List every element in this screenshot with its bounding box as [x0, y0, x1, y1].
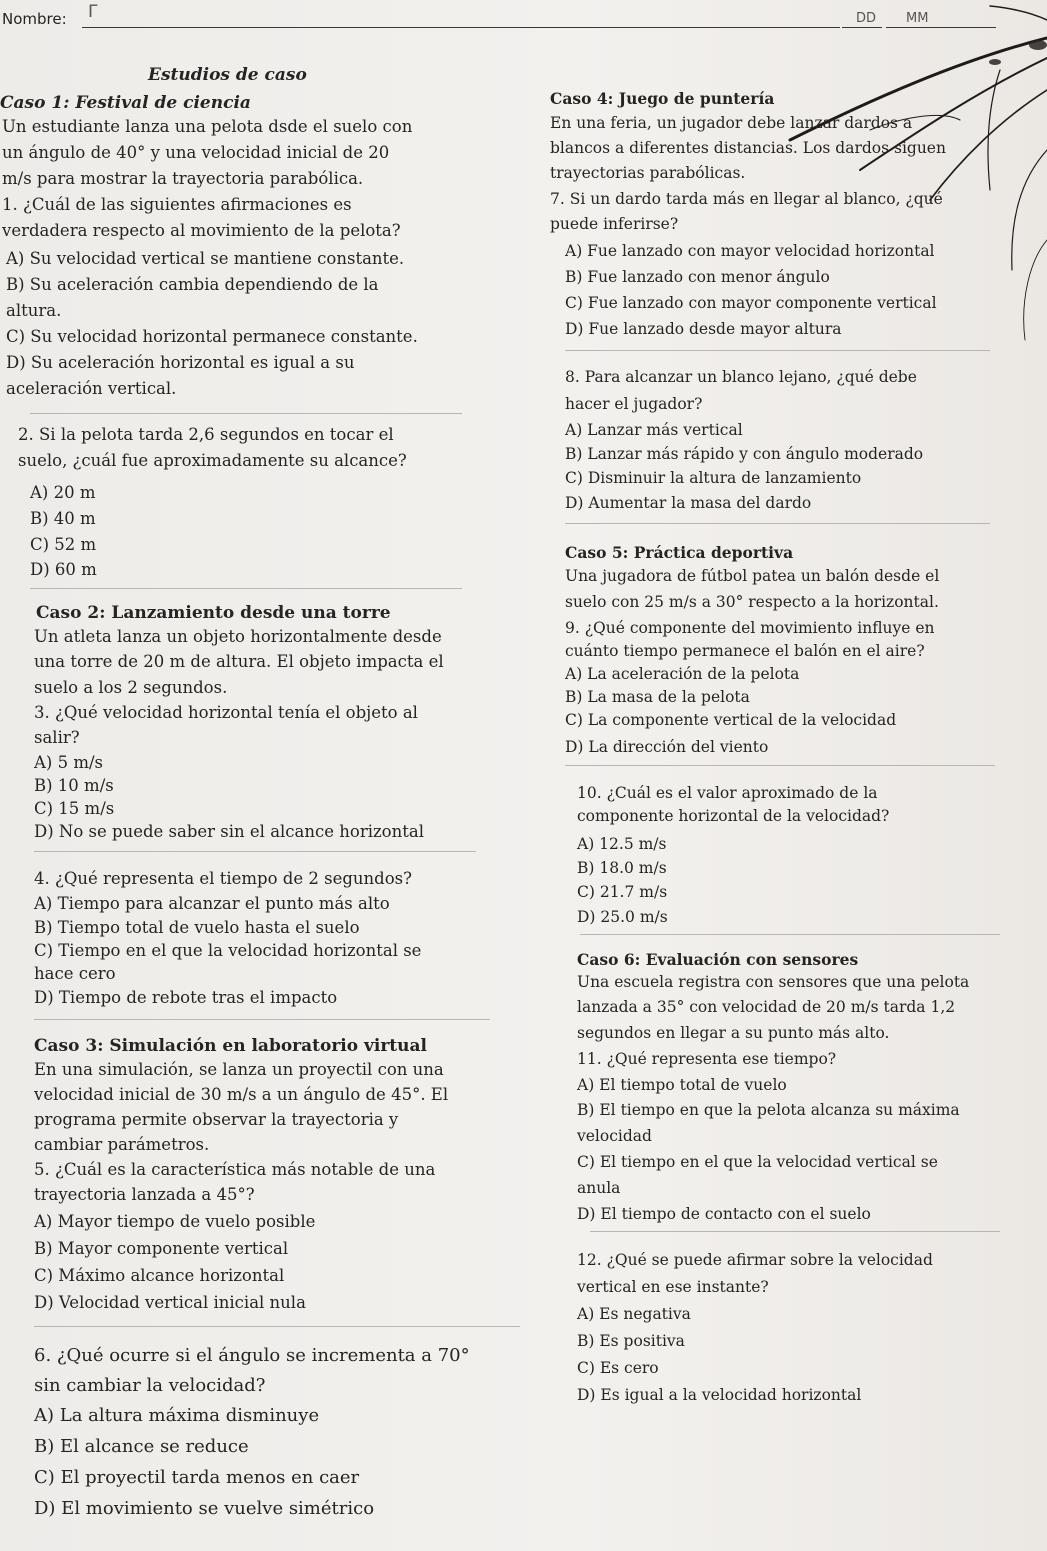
case-5-text: suelo con 25 m/s a 30° respecto a la horizontal. — [565, 593, 939, 611]
name-label: Nombre: — [2, 10, 67, 28]
question-12-text: vertical en ese instante? — [577, 1278, 769, 1296]
question-8-text: hacer el jugador? — [565, 395, 703, 413]
date-month: MM — [906, 11, 929, 26]
q2-option-b[interactable]: B) 40 m — [30, 509, 96, 528]
question-12-text: 12. ¿Qué se puede afirmar sobre la velocidad — [577, 1251, 933, 1269]
section-divider — [34, 1326, 520, 1327]
case-2-text: una torre de 20 m de altura. El objeto impacta el — [34, 652, 444, 671]
q3-option-d[interactable]: D) No se puede saber sin el alcance horizontal — [34, 822, 424, 841]
question-9-text: 9. ¿Qué componente del movimiento influye en — [565, 619, 935, 637]
question-8-text: 8. Para alcanzar un blanco lejano, ¿qué debe — [565, 368, 917, 386]
case-6-title: Caso 6: Evaluación con sensores — [577, 950, 859, 969]
case-6-text: lanzada a 35° con velocidad de 20 m/s tarda 1,2 — [577, 998, 956, 1016]
q5-option-c[interactable]: C) Máximo alcance horizontal — [34, 1266, 285, 1285]
case-3-text: programa permite observar la trayectoria y — [34, 1110, 399, 1129]
question-5-text: trayectoria lanzada a 45°? — [34, 1185, 255, 1204]
question-11-text: 11. ¿Qué representa ese tiempo? — [577, 1050, 837, 1068]
q1-option-c[interactable]: C) Su velocidad horizontal permanece constante. — [6, 327, 418, 346]
case-3-text: cambiar parámetros. — [34, 1135, 210, 1154]
case-2-text: suelo a los 2 segundos. — [34, 678, 228, 697]
q4-option-b[interactable]: B) Tiempo total de vuelo hasta el suelo — [34, 918, 360, 937]
q12-option-a[interactable]: A) Es negativa — [577, 1305, 691, 1323]
case-5-text: Una jugadora de fútbol patea un balón desde el — [565, 567, 940, 585]
section-divider — [565, 765, 995, 766]
q1-option-d-cont: aceleración vertical. — [6, 379, 177, 398]
date-day: DD — [856, 11, 877, 26]
q10-option-a[interactable]: A) 12.5 m/s — [577, 835, 667, 853]
q12-option-d[interactable]: D) Es igual a la velocidad horizontal — [577, 1386, 862, 1404]
q11-option-c-cont: anula — [577, 1179, 621, 1197]
q5-option-a[interactable]: A) Mayor tiempo de vuelo posible — [34, 1212, 316, 1231]
section-divider — [34, 1019, 490, 1020]
question-6-text: 6. ¿Qué ocurre si el ángulo se incrementa a 70° — [34, 1345, 470, 1366]
case-1-text: un ángulo de 40° y una velocidad inicial de 20 — [2, 143, 390, 162]
q12-option-c[interactable]: C) Es cero — [577, 1359, 659, 1377]
case-2-text: Un atleta lanza un objeto horizontalmente desde — [34, 627, 442, 646]
q4-option-c[interactable]: C) Tiempo en el que la velocidad horizontal se — [34, 941, 422, 960]
section-divider — [565, 350, 990, 351]
case-5-title: Caso 5: Práctica deportiva — [565, 543, 794, 562]
section-divider — [580, 934, 1000, 935]
q6-option-c[interactable]: C) El proyectil tarda menos en caer — [34, 1467, 360, 1488]
q10-option-c[interactable]: C) 21.7 m/s — [577, 883, 668, 901]
question-2-text: 2. Si la pelota tarda 2,6 segundos en tocar el — [18, 425, 394, 444]
case-4-text: trayectorias parabólicas. — [550, 164, 746, 182]
q7-option-a[interactable]: A) Fue lanzado con mayor velocidad horizontal — [565, 242, 935, 260]
case-6-text: segundos en llegar a su punto más alto. — [577, 1024, 890, 1042]
q8-option-c[interactable]: C) Disminuir la altura de lanzamiento — [565, 469, 862, 487]
q4-option-d[interactable]: D) Tiempo de rebote tras el impacto — [34, 988, 338, 1007]
q9-option-b[interactable]: B) La masa de la pelota — [565, 688, 750, 706]
question-7-text: puede inferirse? — [550, 215, 679, 233]
q4-option-a[interactable]: A) Tiempo para alcanzar el punto más alto — [34, 894, 390, 913]
q7-option-d[interactable]: D) Fue lanzado desde mayor altura — [565, 320, 842, 338]
q1-option-d[interactable]: D) Su aceleración horizontal es igual a su — [6, 353, 355, 372]
q8-option-d[interactable]: D) Aumentar la masa del dardo — [565, 494, 812, 512]
q5-option-b[interactable]: B) Mayor componente vertical — [34, 1239, 289, 1258]
section-divider — [590, 1231, 1000, 1232]
case-1-text: Un estudiante lanza una pelota dsde el suelo con — [2, 117, 413, 136]
case-1-title: Caso 1: Festival de ciencia — [0, 93, 251, 113]
q9-option-d[interactable]: D) La dirección del viento — [565, 738, 769, 756]
question-1-text: 1. ¿Cuál de las siguientes afirmaciones es — [2, 195, 352, 214]
case-6-text: Una escuela registra con sensores que una pelota — [577, 973, 970, 991]
q8-option-b[interactable]: B) Lanzar más rápido y con ángulo moderado — [565, 445, 924, 463]
month-field-line[interactable] — [886, 27, 996, 28]
question-1-text: verdadera respecto al movimiento de la pelota? — [2, 221, 401, 240]
question-5-text: 5. ¿Cuál es la característica más notable de una — [34, 1160, 436, 1179]
q5-option-d[interactable]: D) Velocidad vertical inicial nula — [34, 1293, 306, 1312]
case-4-title: Caso 4: Juego de puntería — [550, 89, 775, 108]
q9-option-a[interactable]: A) La aceleración de la pelota — [565, 665, 800, 683]
case-3-text: En una simulación, se lanza un proyectil con una — [34, 1060, 444, 1079]
section-divider — [30, 588, 462, 589]
q11-option-b-cont: velocidad — [577, 1127, 652, 1145]
case-1-text: m/s para mostrar la trayectoria parabólica. — [2, 169, 364, 188]
q4-option-c-cont: hace cero — [34, 964, 116, 983]
q11-option-a[interactable]: A) El tiempo total de vuelo — [577, 1076, 787, 1094]
q2-option-c[interactable]: C) 52 m — [30, 535, 97, 554]
q6-option-b[interactable]: B) El alcance se reduce — [34, 1436, 249, 1457]
q11-option-b[interactable]: B) El tiempo en que la pelota alcanza su máxima — [577, 1101, 960, 1119]
q8-option-a[interactable]: A) Lanzar más vertical — [565, 421, 743, 439]
case-3-title: Caso 3: Simulación en laboratorio virtual — [34, 1036, 427, 1056]
q3-option-a[interactable]: A) 5 m/s — [34, 753, 104, 772]
q1-option-b-cont: altura. — [6, 301, 62, 320]
question-6-text: sin cambiar la velocidad? — [34, 1375, 266, 1396]
q1-option-a[interactable]: A) Su velocidad vertical se mantiene constante. — [6, 249, 405, 268]
case-4-text: En una feria, un jugador debe lanzar dardos a — [550, 114, 913, 132]
q7-option-c[interactable]: C) Fue lanzado con mayor componente vertical — [565, 294, 937, 312]
q3-option-b[interactable]: B) 10 m/s — [34, 776, 114, 795]
q11-option-d[interactable]: D) El tiempo de contacto con el suelo — [577, 1205, 871, 1223]
day-field-line[interactable] — [842, 27, 882, 28]
q10-option-d[interactable]: D) 25.0 m/s — [577, 908, 668, 926]
q11-option-c[interactable]: C) El tiempo en el que la velocidad vertical se — [577, 1153, 938, 1171]
case-4-text: blancos a diferentes distancias. Los dardos siguen — [550, 139, 946, 157]
q2-option-a[interactable]: A) 20 m — [30, 483, 96, 502]
q6-option-d[interactable]: D) El movimiento se vuelve simétrico — [34, 1498, 375, 1519]
question-9-text: cuánto tiempo permanece el balón en el aire? — [565, 642, 925, 660]
section-divider — [30, 413, 462, 414]
case-2-title: Caso 2: Lanzamiento desde una torre — [36, 603, 391, 623]
question-4-text: 4. ¿Qué representa el tiempo de 2 segundos? — [34, 869, 412, 888]
name-field-line[interactable] — [82, 27, 840, 28]
question-3-text: salir? — [34, 728, 80, 747]
question-7-text: 7. Si un dardo tarda más en llegar al blanco, ¿qué — [550, 190, 943, 208]
q12-option-b[interactable]: B) Es positiva — [577, 1332, 685, 1350]
case-3-text: velocidad inicial de 30 m/s a un ángulo de 45°. El — [34, 1085, 449, 1104]
handwriting-mark: Γ — [88, 2, 98, 22]
page-title: Estudios de caso — [148, 65, 307, 85]
section-divider — [565, 523, 990, 524]
question-10-text: 10. ¿Cuál es el valor aproximado de la — [577, 784, 878, 802]
q1-option-b[interactable]: B) Su aceleración cambia dependiendo de la — [6, 275, 379, 294]
q2-option-d[interactable]: D) 60 m — [30, 560, 97, 579]
question-3-text: 3. ¿Qué velocidad horizontal tenía el objeto al — [34, 703, 418, 722]
question-10-text: componente horizontal de la velocidad? — [577, 807, 890, 825]
q9-option-c[interactable]: C) La componente vertical de la velocidad — [565, 711, 897, 729]
q7-option-b[interactable]: B) Fue lanzado con menor ángulo — [565, 268, 830, 286]
q3-option-c[interactable]: C) 15 m/s — [34, 799, 115, 818]
q6-option-a[interactable]: A) La altura máxima disminuye — [34, 1405, 320, 1426]
section-divider — [34, 851, 476, 852]
q10-option-b[interactable]: B) 18.0 m/s — [577, 859, 667, 877]
question-2-text: suelo, ¿cuál fue aproximadamente su alcance? — [18, 451, 407, 470]
